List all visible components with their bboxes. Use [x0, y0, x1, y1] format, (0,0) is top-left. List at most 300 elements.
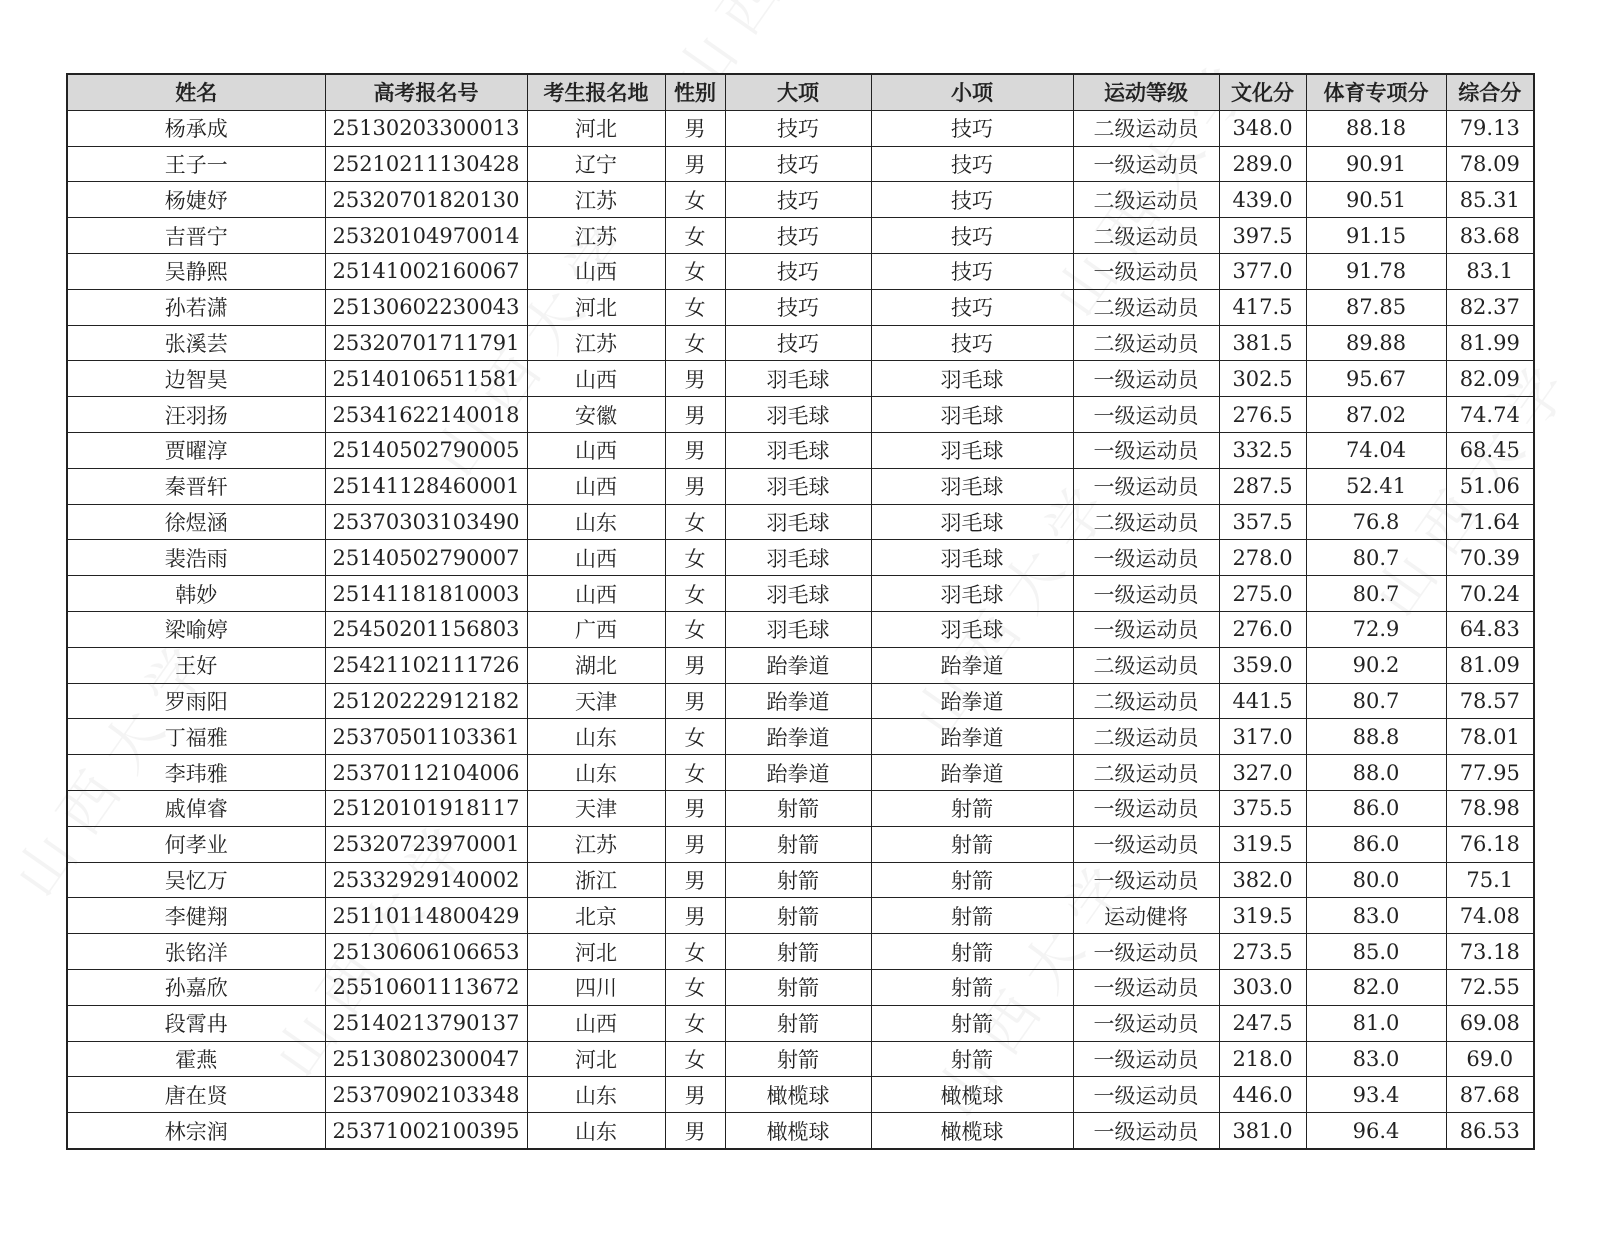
cell-total-score: 76.18	[1446, 826, 1534, 862]
cell-sport-score: 85.0	[1306, 934, 1446, 970]
cell-total-score: 82.09	[1446, 361, 1534, 397]
cell-culture-score: 218.0	[1219, 1041, 1306, 1077]
column-header-sport-score: 体育专项分	[1306, 74, 1446, 110]
cell-culture-score: 303.0	[1219, 969, 1306, 1005]
column-header-sport-event: 小项	[871, 74, 1073, 110]
cell-exam-number: 25371002100395	[325, 1113, 527, 1149]
cell-gender: 女	[665, 1041, 725, 1077]
admission-results-table	[66, 73, 1535, 1150]
cell-gender: 女	[665, 253, 725, 289]
cell-exam-number: 25140502790005	[325, 432, 527, 468]
header-row	[67, 74, 1534, 110]
cell-sport-event: 技巧	[871, 182, 1073, 218]
cell-athlete-level: 二级运动员	[1073, 683, 1219, 719]
cell-name: 李玮雅	[67, 755, 325, 791]
cell-culture-score: 289.0	[1219, 146, 1306, 182]
cell-exam-number: 25141128460001	[325, 468, 527, 504]
cell-region: 天津	[527, 683, 665, 719]
cell-gender: 男	[665, 1113, 725, 1149]
cell-athlete-level: 一级运动员	[1073, 468, 1219, 504]
cell-region: 山东	[527, 1113, 665, 1149]
cell-region: 山东	[527, 755, 665, 791]
cell-sport-score: 90.2	[1306, 647, 1446, 683]
cell-culture-score: 381.0	[1219, 1113, 1306, 1149]
cell-sport-score: 52.41	[1306, 468, 1446, 504]
cell-total-score: 81.09	[1446, 647, 1534, 683]
cell-culture-score: 247.5	[1219, 1005, 1306, 1041]
cell-name: 林宗润	[67, 1113, 325, 1149]
table-row	[67, 397, 1534, 433]
cell-region: 湖北	[527, 647, 665, 683]
cell-name: 孙若潇	[67, 289, 325, 325]
cell-gender: 男	[665, 647, 725, 683]
cell-exam-number: 25140213790137	[325, 1005, 527, 1041]
cell-total-score: 64.83	[1446, 611, 1534, 647]
cell-culture-score: 357.5	[1219, 504, 1306, 540]
cell-total-score: 78.57	[1446, 683, 1534, 719]
cell-culture-score: 446.0	[1219, 1077, 1306, 1113]
cell-sport-event: 射箭	[871, 862, 1073, 898]
cell-sport-event: 射箭	[871, 1041, 1073, 1077]
cell-exam-number: 25320701820130	[325, 182, 527, 218]
cell-sport-category: 橄榄球	[725, 1077, 871, 1113]
cell-athlete-level: 一级运动员	[1073, 253, 1219, 289]
cell-sport-event: 跆拳道	[871, 755, 1073, 791]
table-row	[67, 1113, 1534, 1149]
cell-gender: 男	[665, 146, 725, 182]
cell-name: 张铭洋	[67, 934, 325, 970]
cell-gender: 女	[665, 504, 725, 540]
cell-sport-category: 射箭	[725, 898, 871, 934]
cell-name: 段霄冉	[67, 1005, 325, 1041]
cell-name: 罗雨阳	[67, 683, 325, 719]
table-row	[67, 432, 1534, 468]
cell-athlete-level: 一级运动员	[1073, 397, 1219, 433]
cell-sport-category: 射箭	[725, 1041, 871, 1077]
table-header	[67, 74, 1534, 110]
cell-name: 吴忆万	[67, 862, 325, 898]
cell-name: 边智昊	[67, 361, 325, 397]
cell-name: 丁福雅	[67, 719, 325, 755]
table-row	[67, 611, 1534, 647]
cell-sport-category: 技巧	[725, 253, 871, 289]
cell-region: 河北	[527, 289, 665, 325]
cell-sport-event: 跆拳道	[871, 647, 1073, 683]
cell-region: 山西	[527, 576, 665, 612]
cell-name: 何孝业	[67, 826, 325, 862]
cell-name: 贾曜淳	[67, 432, 325, 468]
cell-culture-score: 332.5	[1219, 432, 1306, 468]
cell-athlete-level: 二级运动员	[1073, 110, 1219, 146]
cell-exam-number: 25450201156803	[325, 611, 527, 647]
cell-sport-category: 羽毛球	[725, 361, 871, 397]
cell-region: 四川	[527, 969, 665, 1005]
cell-sport-score: 83.0	[1306, 898, 1446, 934]
cell-sport-score: 82.0	[1306, 969, 1446, 1005]
table-row	[67, 504, 1534, 540]
cell-athlete-level: 一级运动员	[1073, 862, 1219, 898]
cell-sport-score: 91.78	[1306, 253, 1446, 289]
column-header-exam-number: 高考报名号	[325, 74, 527, 110]
cell-sport-event: 射箭	[871, 790, 1073, 826]
cell-name: 吉晋宁	[67, 218, 325, 254]
cell-culture-score: 276.0	[1219, 611, 1306, 647]
cell-athlete-level: 一级运动员	[1073, 1113, 1219, 1149]
cell-sport-category: 羽毛球	[725, 611, 871, 647]
cell-culture-score: 302.5	[1219, 361, 1306, 397]
cell-exam-number: 25421102111726	[325, 647, 527, 683]
table-row	[67, 325, 1534, 361]
cell-region: 河北	[527, 1041, 665, 1077]
column-header-sport-category: 大项	[725, 74, 871, 110]
cell-athlete-level: 二级运动员	[1073, 218, 1219, 254]
cell-total-score: 83.68	[1446, 218, 1534, 254]
cell-gender: 男	[665, 826, 725, 862]
cell-sport-score: 96.4	[1306, 1113, 1446, 1149]
cell-exam-number: 25332929140002	[325, 862, 527, 898]
cell-gender: 男	[665, 898, 725, 934]
cell-exam-number: 25130602230043	[325, 289, 527, 325]
table-row	[67, 468, 1534, 504]
cell-sport-event: 技巧	[871, 146, 1073, 182]
cell-culture-score: 439.0	[1219, 182, 1306, 218]
cell-sport-event: 羽毛球	[871, 468, 1073, 504]
cell-culture-score: 397.5	[1219, 218, 1306, 254]
cell-region: 辽宁	[527, 146, 665, 182]
cell-athlete-level: 一级运动员	[1073, 826, 1219, 862]
cell-athlete-level: 一级运动员	[1073, 1005, 1219, 1041]
cell-gender: 女	[665, 182, 725, 218]
cell-athlete-level: 二级运动员	[1073, 325, 1219, 361]
column-header-athlete-level: 运动等级	[1073, 74, 1219, 110]
cell-total-score: 79.13	[1446, 110, 1534, 146]
column-header-name: 姓名	[67, 74, 325, 110]
cell-culture-score: 348.0	[1219, 110, 1306, 146]
cell-sport-score: 88.18	[1306, 110, 1446, 146]
cell-region: 山东	[527, 719, 665, 755]
cell-gender: 男	[665, 110, 725, 146]
table-row	[67, 110, 1534, 146]
cell-culture-score: 275.0	[1219, 576, 1306, 612]
cell-culture-score: 441.5	[1219, 683, 1306, 719]
cell-sport-event: 技巧	[871, 325, 1073, 361]
cell-culture-score: 381.5	[1219, 325, 1306, 361]
cell-name: 戚倬睿	[67, 790, 325, 826]
cell-region: 天津	[527, 790, 665, 826]
cell-sport-event: 羽毛球	[871, 611, 1073, 647]
cell-total-score: 74.08	[1446, 898, 1534, 934]
cell-gender: 男	[665, 432, 725, 468]
cell-name: 吴静熙	[67, 253, 325, 289]
cell-sport-score: 86.0	[1306, 826, 1446, 862]
cell-region: 山东	[527, 1077, 665, 1113]
cell-gender: 女	[665, 289, 725, 325]
cell-athlete-level: 一级运动员	[1073, 934, 1219, 970]
cell-name: 孙嘉欣	[67, 969, 325, 1005]
cell-gender: 女	[665, 540, 725, 576]
cell-sport-category: 射箭	[725, 934, 871, 970]
cell-sport-event: 橄榄球	[871, 1113, 1073, 1149]
cell-sport-score: 90.51	[1306, 182, 1446, 218]
cell-sport-score: 89.88	[1306, 325, 1446, 361]
cell-region: 江苏	[527, 325, 665, 361]
cell-exam-number: 25370501103361	[325, 719, 527, 755]
table-row	[67, 934, 1534, 970]
cell-gender: 女	[665, 1005, 725, 1041]
cell-sport-score: 91.15	[1306, 218, 1446, 254]
cell-region: 河北	[527, 110, 665, 146]
cell-gender: 女	[665, 969, 725, 1005]
cell-exam-number: 25320701711791	[325, 325, 527, 361]
cell-sport-event: 羽毛球	[871, 540, 1073, 576]
cell-sport-event: 射箭	[871, 934, 1073, 970]
cell-athlete-level: 二级运动员	[1073, 647, 1219, 683]
cell-athlete-level: 一级运动员	[1073, 1041, 1219, 1077]
cell-name: 李健翔	[67, 898, 325, 934]
cell-total-score: 72.55	[1446, 969, 1534, 1005]
cell-sport-category: 羽毛球	[725, 432, 871, 468]
cell-athlete-level: 一级运动员	[1073, 1077, 1219, 1113]
cell-region: 山西	[527, 540, 665, 576]
cell-exam-number: 25140502790007	[325, 540, 527, 576]
cell-total-score: 75.1	[1446, 862, 1534, 898]
cell-culture-score: 273.5	[1219, 934, 1306, 970]
cell-total-score: 85.31	[1446, 182, 1534, 218]
cell-gender: 男	[665, 862, 725, 898]
cell-name: 汪羽扬	[67, 397, 325, 433]
cell-sport-score: 93.4	[1306, 1077, 1446, 1113]
cell-sport-category: 技巧	[725, 218, 871, 254]
cell-exam-number: 25141181810003	[325, 576, 527, 612]
cell-sport-score: 87.85	[1306, 289, 1446, 325]
cell-sport-category: 跆拳道	[725, 647, 871, 683]
cell-athlete-level: 一级运动员	[1073, 790, 1219, 826]
cell-athlete-level: 二级运动员	[1073, 289, 1219, 325]
cell-total-score: 74.74	[1446, 397, 1534, 433]
cell-name: 张溪芸	[67, 325, 325, 361]
cell-sport-event: 技巧	[871, 218, 1073, 254]
cell-athlete-level: 一级运动员	[1073, 969, 1219, 1005]
table-row	[67, 540, 1534, 576]
cell-sport-event: 羽毛球	[871, 397, 1073, 433]
cell-culture-score: 276.5	[1219, 397, 1306, 433]
cell-sport-event: 羽毛球	[871, 504, 1073, 540]
table-row	[67, 1077, 1534, 1113]
cell-sport-event: 羽毛球	[871, 432, 1073, 468]
cell-sport-category: 跆拳道	[725, 683, 871, 719]
table-row	[67, 647, 1534, 683]
cell-exam-number: 25140106511581	[325, 361, 527, 397]
cell-name: 徐煜涵	[67, 504, 325, 540]
cell-name: 裴浩雨	[67, 540, 325, 576]
cell-sport-score: 95.67	[1306, 361, 1446, 397]
cell-region: 山西	[527, 1005, 665, 1041]
cell-culture-score: 278.0	[1219, 540, 1306, 576]
cell-total-score: 73.18	[1446, 934, 1534, 970]
table-row	[67, 969, 1534, 1005]
cell-sport-score: 80.7	[1306, 540, 1446, 576]
cell-sport-event: 射箭	[871, 826, 1073, 862]
cell-gender: 女	[665, 611, 725, 647]
cell-sport-score: 86.0	[1306, 790, 1446, 826]
cell-exam-number: 25120222912182	[325, 683, 527, 719]
cell-exam-number: 25370112104006	[325, 755, 527, 791]
cell-name: 王好	[67, 647, 325, 683]
cell-athlete-level: 二级运动员	[1073, 182, 1219, 218]
cell-name: 梁喻婷	[67, 611, 325, 647]
cell-culture-score: 287.5	[1219, 468, 1306, 504]
table-row	[67, 826, 1534, 862]
table-row	[67, 683, 1534, 719]
cell-sport-score: 88.8	[1306, 719, 1446, 755]
cell-sport-category: 羽毛球	[725, 540, 871, 576]
cell-sport-category: 技巧	[725, 289, 871, 325]
cell-region: 北京	[527, 898, 665, 934]
cell-sport-event: 技巧	[871, 253, 1073, 289]
cell-sport-score: 80.7	[1306, 576, 1446, 612]
cell-athlete-level: 一级运动员	[1073, 540, 1219, 576]
table-row	[67, 1041, 1534, 1077]
cell-sport-category: 射箭	[725, 1005, 871, 1041]
cell-region: 安徽	[527, 397, 665, 433]
cell-region: 江苏	[527, 182, 665, 218]
cell-total-score: 71.64	[1446, 504, 1534, 540]
cell-total-score: 78.98	[1446, 790, 1534, 826]
table-row	[67, 719, 1534, 755]
table-body	[67, 110, 1534, 1149]
cell-region: 江苏	[527, 826, 665, 862]
table-row	[67, 862, 1534, 898]
cell-region: 浙江	[527, 862, 665, 898]
cell-total-score: 70.24	[1446, 576, 1534, 612]
cell-sport-category: 技巧	[725, 182, 871, 218]
cell-exam-number: 25141002160067	[325, 253, 527, 289]
cell-athlete-level: 一级运动员	[1073, 361, 1219, 397]
cell-exam-number: 25110114800429	[325, 898, 527, 934]
cell-sport-category: 技巧	[725, 325, 871, 361]
cell-sport-score: 90.91	[1306, 146, 1446, 182]
cell-sport-event: 射箭	[871, 898, 1073, 934]
cell-gender: 女	[665, 218, 725, 254]
cell-sport-category: 技巧	[725, 146, 871, 182]
cell-name: 秦晋轩	[67, 468, 325, 504]
cell-culture-score: 382.0	[1219, 862, 1306, 898]
cell-culture-score: 359.0	[1219, 647, 1306, 683]
cell-region: 河北	[527, 934, 665, 970]
cell-sport-event: 羽毛球	[871, 576, 1073, 612]
cell-sport-event: 跆拳道	[871, 719, 1073, 755]
cell-sport-category: 羽毛球	[725, 504, 871, 540]
cell-gender: 女	[665, 576, 725, 612]
table-row	[67, 218, 1534, 254]
cell-region: 广西	[527, 611, 665, 647]
cell-total-score: 69.0	[1446, 1041, 1534, 1077]
table-row	[67, 289, 1534, 325]
cell-sport-score: 80.0	[1306, 862, 1446, 898]
table-row	[67, 253, 1534, 289]
cell-sport-event: 羽毛球	[871, 361, 1073, 397]
cell-gender: 男	[665, 468, 725, 504]
cell-gender: 男	[665, 397, 725, 433]
cell-sport-category: 射箭	[725, 790, 871, 826]
cell-sport-score: 88.0	[1306, 755, 1446, 791]
cell-gender: 男	[665, 683, 725, 719]
cell-culture-score: 417.5	[1219, 289, 1306, 325]
cell-sport-score: 76.8	[1306, 504, 1446, 540]
cell-name: 王子一	[67, 146, 325, 182]
column-header-region: 考生报名地	[527, 74, 665, 110]
cell-exam-number: 25130606106653	[325, 934, 527, 970]
table-row	[67, 790, 1534, 826]
cell-exam-number: 25320723970001	[325, 826, 527, 862]
cell-name: 霍燕	[67, 1041, 325, 1077]
cell-sport-category: 羽毛球	[725, 576, 871, 612]
table-row	[67, 755, 1534, 791]
cell-total-score: 81.99	[1446, 325, 1534, 361]
cell-sport-category: 射箭	[725, 862, 871, 898]
table-row	[67, 1005, 1534, 1041]
cell-gender: 男	[665, 790, 725, 826]
cell-sport-event: 射箭	[871, 1005, 1073, 1041]
cell-sport-category: 羽毛球	[725, 397, 871, 433]
cell-exam-number: 25510601113672	[325, 969, 527, 1005]
cell-region: 山西	[527, 432, 665, 468]
cell-total-score: 70.39	[1446, 540, 1534, 576]
cell-total-score: 68.45	[1446, 432, 1534, 468]
cell-sport-category: 跆拳道	[725, 719, 871, 755]
cell-total-score: 78.09	[1446, 146, 1534, 182]
cell-exam-number: 25370902103348	[325, 1077, 527, 1113]
cell-gender: 男	[665, 1077, 725, 1113]
cell-gender: 女	[665, 755, 725, 791]
cell-athlete-level: 一级运动员	[1073, 432, 1219, 468]
cell-exam-number: 25130203300013	[325, 110, 527, 146]
cell-culture-score: 317.0	[1219, 719, 1306, 755]
cell-sport-score: 74.04	[1306, 432, 1446, 468]
cell-sport-category: 技巧	[725, 110, 871, 146]
cell-gender: 男	[665, 361, 725, 397]
cell-athlete-level: 二级运动员	[1073, 755, 1219, 791]
cell-name: 杨婕妤	[67, 182, 325, 218]
cell-exam-number: 25320104970014	[325, 218, 527, 254]
cell-total-score: 78.01	[1446, 719, 1534, 755]
table-row	[67, 898, 1534, 934]
cell-sport-event: 技巧	[871, 289, 1073, 325]
table-row	[67, 182, 1534, 218]
cell-athlete-level: 一级运动员	[1073, 576, 1219, 612]
cell-athlete-level: 二级运动员	[1073, 504, 1219, 540]
cell-culture-score: 377.0	[1219, 253, 1306, 289]
cell-sport-category: 射箭	[725, 969, 871, 1005]
cell-total-score: 51.06	[1446, 468, 1534, 504]
column-header-gender: 性别	[665, 74, 725, 110]
cell-gender: 女	[665, 719, 725, 755]
cell-total-score: 87.68	[1446, 1077, 1534, 1113]
cell-total-score: 83.1	[1446, 253, 1534, 289]
cell-total-score: 69.08	[1446, 1005, 1534, 1041]
cell-culture-score: 319.5	[1219, 898, 1306, 934]
cell-athlete-level: 一级运动员	[1073, 611, 1219, 647]
cell-sport-score: 72.9	[1306, 611, 1446, 647]
cell-gender: 女	[665, 325, 725, 361]
cell-athlete-level: 一级运动员	[1073, 146, 1219, 182]
cell-gender: 女	[665, 934, 725, 970]
cell-sport-score: 83.0	[1306, 1041, 1446, 1077]
cell-name: 杨承成	[67, 110, 325, 146]
cell-sport-event: 射箭	[871, 969, 1073, 1005]
cell-athlete-level: 运动健将	[1073, 898, 1219, 934]
cell-sport-event: 橄榄球	[871, 1077, 1073, 1113]
